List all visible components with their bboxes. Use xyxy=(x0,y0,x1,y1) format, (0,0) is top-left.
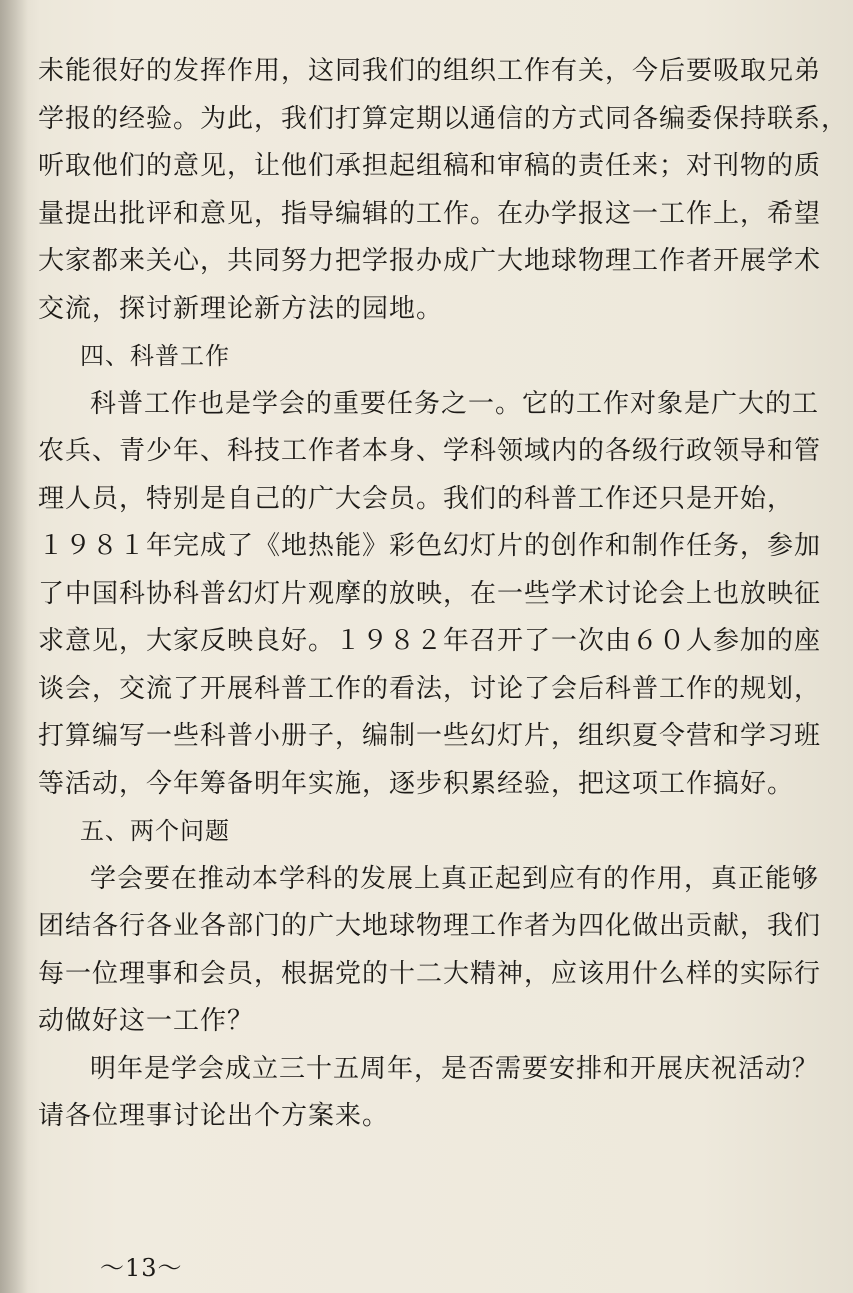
section-heading-two-questions: 五、两个问题 xyxy=(80,817,230,845)
paragraph-line: 农兵、青少年、科技工作者本身、学科领域内的各级行政领导和管 xyxy=(38,436,822,466)
paragraph-line: 大家都来关心，共同努力把学报办成广大地球物理工作者开展学术 xyxy=(38,246,822,276)
paragraph-line: 交流，探讨新理论新方法的园地。 xyxy=(38,293,444,324)
paragraph-line: 听取他们的意见，让他们承担起组稿和审稿的责任来；对刊物的质 xyxy=(38,151,822,181)
paragraph-line: 明年是学会成立三十五周年，是否需要安排和开展庆祝活动？ xyxy=(90,1053,820,1084)
paragraph-line: 团结各行各业各部门的广大地球物理工作者为四化做出贡献，我们 xyxy=(38,911,822,941)
paragraph-line: 打算编写一些科普小册子，编制一些幻灯片，组织夏令营和学习班 xyxy=(38,721,822,751)
paragraph-line: 科普工作也是学会的重要任务之一。它的工作对象是广大的工 xyxy=(90,388,820,419)
paragraph-line: 求意见，大家反映良好。１９８２年召开了一次由６０人参加的座 xyxy=(38,626,822,656)
paragraph-line: 未能很好的发挥作用，这同我们的组织工作有关，今后要吸取兄弟 xyxy=(38,56,822,86)
paragraph-line: 量提出批评和意见，指导编辑的工作。在办学报这一工作上，希望 xyxy=(38,198,822,229)
paragraph-line: 等活动，今年筹备明年实施，逐步积累经验，把这项工作搞好。 xyxy=(38,768,795,799)
paragraph-line: 了中国科协科普幻灯片观摩的放映，在一些学术讨论会上也放映征 xyxy=(38,578,822,609)
paragraph-line: １９８１年完成了《地热能》彩色幻灯片的创作和制作任务，参加 xyxy=(38,531,822,561)
paragraph-line: 请各位理事讨论出个方案来。 xyxy=(38,1101,390,1131)
paragraph-line: 谈会，交流了开展科普工作的看法，讨论了会后科普工作的规划， xyxy=(38,673,822,704)
paragraph-line: 动做好这一工作？ xyxy=(38,1006,255,1036)
binding-shadow xyxy=(0,0,28,1293)
paragraph-line: 学会要在推动本学科的发展上真正起到应有的作用，真正能够 xyxy=(90,863,820,894)
paragraph-line: 学报的经验。为此，我们打算定期以通信的方式同各编委保持联系， xyxy=(38,103,849,134)
paragraph-line: 每一位理事和会员，根据党的十二大精神，应该用什么样的实际行 xyxy=(38,958,822,989)
page-number: ～13～ xyxy=(100,1254,183,1282)
body-text xyxy=(38,48,849,1141)
paragraph-line: 理人员，特别是自己的广大会员。我们的科普工作还只是开始， xyxy=(38,483,795,514)
section-heading-science-popularization: 四、科普工作 xyxy=(80,342,230,370)
